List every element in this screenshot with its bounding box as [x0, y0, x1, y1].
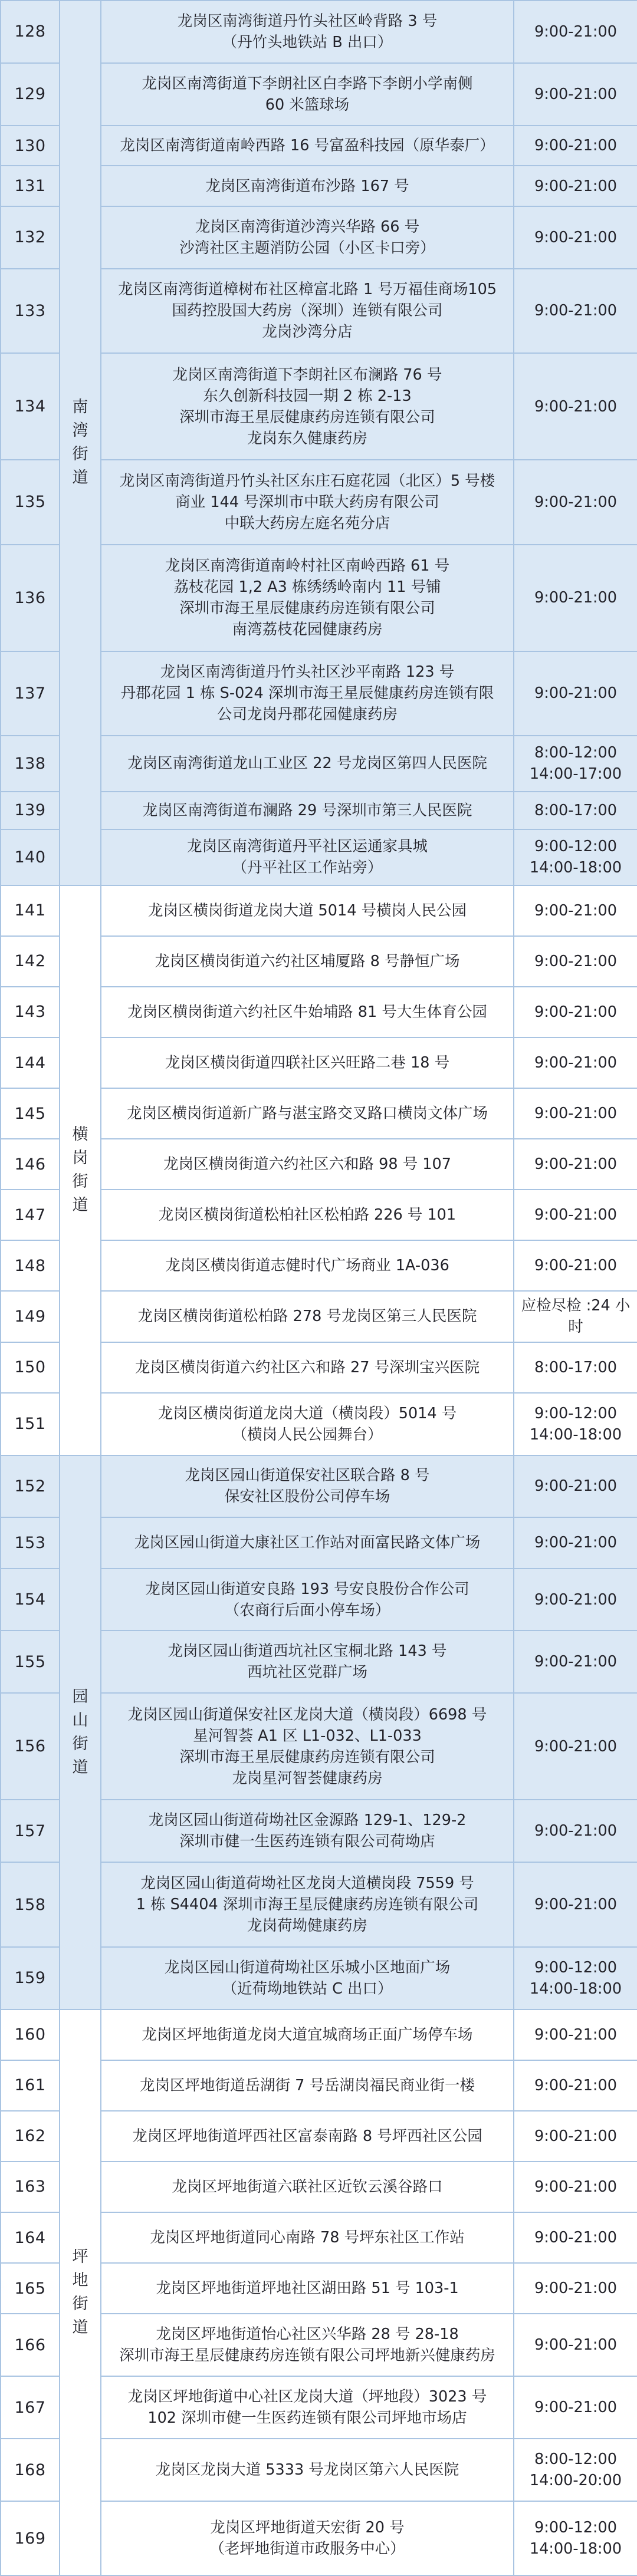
row-number: 139: [1, 792, 60, 829]
row-number: 128: [1, 1, 60, 63]
table-row: [1, 1455, 637, 1518]
service-hours: 9:00-21:00: [514, 2111, 637, 2162]
row-number: 130: [1, 126, 60, 166]
site-address: 龙岗区坪地街道天宏街 20 号 （老坪地街道市政服务中心）: [101, 2501, 514, 2575]
site-address: 龙岗区坪地街道龙岗大道宜城商场正面广场停车场: [101, 2010, 514, 2060]
service-hours: 8:00-12:00 14:00-20:00: [514, 2439, 637, 2501]
site-address: 龙岗区南湾街道南岭村社区南岭西路 61 号 荔枝花园 1,2 A3 栋绣绣岭南内 11 号铺 深圳市海王星辰健康药房连锁有限公司 南湾荔枝花园健康药房: [101, 545, 514, 651]
service-hours: 9:00-21:00: [514, 166, 637, 206]
row-number: 167: [1, 2376, 60, 2439]
service-hours: 9:00-21:00: [514, 1190, 637, 1240]
row-number: 158: [1, 1862, 60, 1946]
row-number: 150: [1, 1342, 60, 1393]
row-number: 147: [1, 1190, 60, 1240]
site-address: 龙岗区坪地街道六联社区近钦云溪谷路口: [101, 2162, 514, 2212]
service-hours: 9:00-21:00: [514, 269, 637, 353]
row-number: 155: [1, 1630, 60, 1693]
site-address: 龙岗区园山街道荷坳社区金源路 129-1、129-2 深圳市健一生医药连锁有限公司荷坳店: [101, 1800, 514, 1862]
site-address: 龙岗区横岗街道六约社区六和路 98 号 107: [101, 1139, 514, 1190]
site-address: 龙岗区横岗街道龙岗大道 5014 号横岗人民公园: [101, 885, 514, 936]
site-address: 龙岗区园山街道大康社区工作站对面富民路文体广场: [101, 1517, 514, 1568]
service-hours: 9:00-21:00: [514, 1037, 637, 1088]
service-hours: 9:00-21:00: [514, 2010, 637, 2060]
service-hours: 9:00-21:00: [514, 2060, 637, 2111]
site-address: 龙岗区横岗街道龙岗大道（横岗段）5014 号 （横岗人民公园舞台）: [101, 1393, 514, 1455]
site-address: 龙岗区园山街道西坑社区宝桐北路 143 号 西坑社区党群广场: [101, 1630, 514, 1693]
table-row: [1, 885, 637, 936]
site-address: 龙岗区横岗街道新广路与湛宝路交叉路口横岗文体广场: [101, 1088, 514, 1139]
site-address: 龙岗区南湾街道沙湾兴华路 66 号 沙湾社区主题消防公园（小区卡口旁）: [101, 206, 514, 269]
service-hours: 9:00-12:00 14:00-18:00: [514, 829, 637, 885]
site-address: 龙岗区南湾街道布澜路 29 号深圳市第三人民医院: [101, 792, 514, 829]
row-number: 169: [1, 2501, 60, 2575]
service-hours: 9:00-21:00: [514, 206, 637, 269]
row-number: 157: [1, 1800, 60, 1862]
service-hours: 应检尽检 :24 小时: [514, 1291, 637, 1342]
site-address: 龙岗区园山街道荷坳社区乐城小区地面广场 （近荷坳地铁站 C 出口）: [101, 1947, 514, 2010]
row-number: 134: [1, 353, 60, 460]
site-address: 龙岗区横岗街道六约社区牛始埔路 81 号大生体育公园: [101, 987, 514, 1037]
table-row: [1, 1, 637, 63]
service-hours: 9:00-21:00: [514, 353, 637, 460]
district-cell: [60, 885, 101, 1455]
row-number: 149: [1, 1291, 60, 1342]
service-hours: 9:00-21:00: [514, 1630, 637, 1693]
row-number: 138: [1, 736, 60, 792]
row-number: 145: [1, 1088, 60, 1139]
row-number: 146: [1, 1139, 60, 1190]
district-cell: [60, 1, 101, 885]
row-number: 153: [1, 1517, 60, 1568]
row-number: 141: [1, 885, 60, 936]
row-number: 140: [1, 829, 60, 885]
service-hours: 9:00-21:00: [514, 1455, 637, 1518]
district-label: 横岗街道: [72, 1125, 88, 1215]
district-cell: [60, 1455, 101, 2010]
row-number: 135: [1, 460, 60, 544]
service-hours: 8:00-12:00 14:00-17:00: [514, 736, 637, 792]
service-hours: 9:00-12:00 14:00-18:00: [514, 2501, 637, 2575]
row-number: 156: [1, 1693, 60, 1800]
service-hours: 9:00-21:00: [514, 63, 637, 126]
row-number: 160: [1, 2010, 60, 2060]
district-label: 南湾街道: [72, 398, 88, 487]
row-number: 142: [1, 936, 60, 987]
row-number: 137: [1, 651, 60, 736]
row-number: 168: [1, 2439, 60, 2501]
table-row: [1, 2010, 637, 2060]
site-address: 龙岗区园山街道保安社区联合路 8 号 保安社区股份公司停车场: [101, 1455, 514, 1518]
row-number: 131: [1, 166, 60, 206]
row-number: 129: [1, 63, 60, 126]
site-address: 龙岗区横岗街道六约社区六和路 27 号深圳宝兴医院: [101, 1342, 514, 1393]
site-address: 龙岗区横岗街道松柏路 278 号龙岗区第三人民医院: [101, 1291, 514, 1342]
service-hours: 9:00-21:00: [514, 1139, 637, 1190]
site-address: 龙岗区坪地街道岳湖街 7 号岳湖岗福民商业街一楼: [101, 2060, 514, 2111]
site-address: 龙岗区园山街道保安社区龙岗大道（横岗段）6698 号 星河智荟 A1 区 L1-032、L1-033 深圳市海王星辰健康药房连锁有限公司 龙岗星河智荟健康药房: [101, 1693, 514, 1800]
site-address: 龙岗区园山街道荷坳社区龙岗大道横岗段 7559 号 1 栋 S4404 深圳市海王星辰健康药房连锁有限公司 龙岗荷坳健康药房: [101, 1862, 514, 1946]
district-label: 坪地街道: [72, 2247, 88, 2337]
site-address: 龙岗区坪地街道坪西社区富泰南路 8 号坪西社区公园: [101, 2111, 514, 2162]
service-hours: 9:00-21:00: [514, 1800, 637, 1862]
site-address: 龙岗区坪地街道同心南路 78 号坪东社区工作站: [101, 2212, 514, 2263]
service-hours: 8:00-17:00: [514, 792, 637, 829]
service-hours: 9:00-21:00: [514, 1693, 637, 1800]
service-hours: 9:00-21:00: [514, 936, 637, 987]
site-address: 龙岗区南湾街道丹竹头社区东庄石庭花园（北区）5 号楼 商业 144 号深圳市中联大药房有限公司 中联大药房左庭名苑分店: [101, 460, 514, 544]
site-address: 龙岗区园山街道安良路 193 号安良股份合作公司 （农商行后面小停车场）: [101, 1569, 514, 1631]
row-number: 164: [1, 2212, 60, 2263]
service-hours: 9:00-21:00: [514, 2263, 637, 2314]
row-number: 132: [1, 206, 60, 269]
row-number: 152: [1, 1455, 60, 1518]
service-hours: 9:00-21:00: [514, 885, 637, 936]
site-address: 龙岗区横岗街道松柏社区松柏路 226 号 101: [101, 1190, 514, 1240]
site-address: 龙岗区南湾街道丹竹头社区沙平南路 123 号 丹郡花园 1 栋 S-024 深圳市海王星辰健康药房连锁有限 公司龙岗丹郡花园健康药房: [101, 651, 514, 736]
service-hours: 9:00-12:00 14:00-18:00: [514, 1393, 637, 1455]
site-address: 龙岗区龙岗大道 5333 号龙岗区第六人民医院: [101, 2439, 514, 2501]
service-hours: 9:00-21:00: [514, 1517, 637, 1568]
service-hours: 9:00-21:00: [514, 2376, 637, 2439]
row-number: 165: [1, 2263, 60, 2314]
row-number: 133: [1, 269, 60, 353]
district-label: 园山街道: [72, 1687, 88, 1777]
site-address: 龙岗区横岗街道志健时代广场商业 1A-036: [101, 1240, 514, 1291]
testing-sites-table-body: [1, 1, 637, 2575]
site-address: 龙岗区南湾街道丹竹头社区岭背路 3 号 （丹竹头地铁站 B 出口）: [101, 1, 514, 63]
site-address: 龙岗区横岗街道四联社区兴旺路二巷 18 号: [101, 1037, 514, 1088]
service-hours: 9:00-21:00: [514, 987, 637, 1037]
site-address: 龙岗区南湾街道龙山工业区 22 号龙岗区第四人民医院: [101, 736, 514, 792]
district-cell: [60, 2010, 101, 2575]
row-number: 163: [1, 2162, 60, 2212]
row-number: 166: [1, 2314, 60, 2376]
site-address: 龙岗区南湾街道南岭西路 16 号富盈科技园（原华泰厂）: [101, 126, 514, 166]
service-hours: 9:00-21:00: [514, 1240, 637, 1291]
service-hours: 9:00-21:00: [514, 651, 637, 736]
site-address: 龙岗区南湾街道樟树布社区樟富北路 1 号万福佳商场105 国药控股国大药房（深圳）连锁有限公司 龙岗沙湾分店: [101, 269, 514, 353]
site-address: 龙岗区横岗街道六约社区埔厦路 8 号静恒广场: [101, 936, 514, 987]
service-hours: 9:00-21:00: [514, 1862, 637, 1946]
service-hours: 9:00-21:00: [514, 1, 637, 63]
service-hours: 9:00-21:00: [514, 2314, 637, 2376]
service-hours: 9:00-21:00: [514, 545, 637, 651]
site-address: 龙岗区坪地街道怡心社区兴华路 28 号 28-18 深圳市海王星辰健康药房连锁有限公司坪地新兴健康药房: [101, 2314, 514, 2376]
service-hours: 9:00-12:00 14:00-18:00: [514, 1947, 637, 2010]
site-address: 龙岗区坪地街道中心社区龙岗大道（坪地段）3023 号 102 深圳市健一生医药连锁有限公司坪地市场店: [101, 2376, 514, 2439]
site-address: 龙岗区南湾街道布沙路 167 号: [101, 166, 514, 206]
row-number: 154: [1, 1569, 60, 1631]
row-number: 136: [1, 545, 60, 651]
service-hours: 9:00-21:00: [514, 1569, 637, 1631]
row-number: 162: [1, 2111, 60, 2162]
site-address: 龙岗区坪地街道坪地社区湖田路 51 号 103-1: [101, 2263, 514, 2314]
row-number: 144: [1, 1037, 60, 1088]
row-number: 143: [1, 987, 60, 1037]
row-number: 151: [1, 1393, 60, 1455]
service-hours: 9:00-21:00: [514, 126, 637, 166]
service-hours: 9:00-21:00: [514, 1088, 637, 1139]
service-hours: 8:00-17:00: [514, 1342, 637, 1393]
row-number: 161: [1, 2060, 60, 2111]
site-address: 龙岗区南湾街道下李朗社区白李路下李朗小学南侧 60 米篮球场: [101, 63, 514, 126]
site-address: 龙岗区南湾街道丹平社区运通家具城 （丹平社区工作站旁）: [101, 829, 514, 885]
service-hours: 9:00-21:00: [514, 460, 637, 544]
service-hours: 9:00-21:00: [514, 2162, 637, 2212]
service-hours: 9:00-21:00: [514, 2212, 637, 2263]
row-number: 159: [1, 1947, 60, 2010]
site-address: 龙岗区南湾街道下李朗社区布澜路 76 号 东久创新科技园一期 2 栋 2-13 深圳市海王星辰健康药房连锁有限公司 龙岗东久健康药房: [101, 353, 514, 460]
row-number: 148: [1, 1240, 60, 1291]
